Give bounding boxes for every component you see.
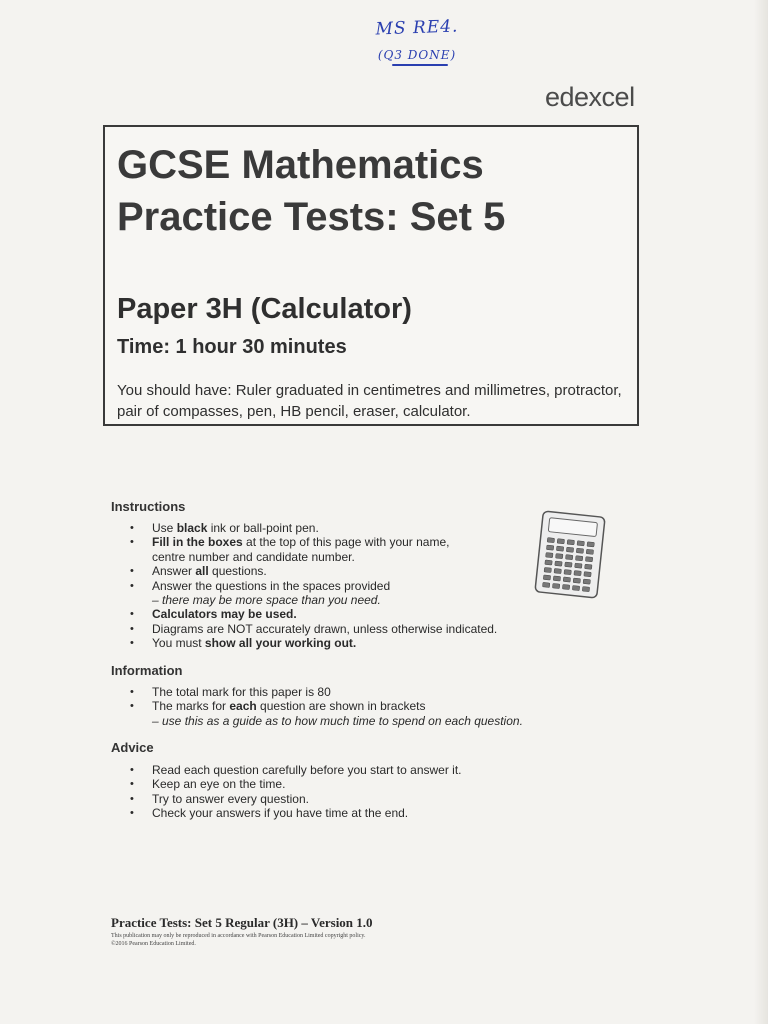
calculator-key [575,563,582,568]
paper-title: Paper 3H (Calculator) [117,293,412,325]
advice-item: • Keep an eye on the time. [130,777,462,791]
edexcel-logo: edexcel [545,82,635,112]
calculator-key [547,538,554,543]
advice-list [130,763,462,821]
calculator-key [572,585,579,590]
calculator-key [583,579,590,584]
instruction-item: • Diagrams are NOT accurately drawn, unless otherwise indicated. [130,622,497,636]
document-title [117,139,505,243]
calculator-key [584,572,591,577]
information-item: • The marks for each question are shown in brackets [130,699,523,713]
calculator-key [573,578,580,583]
calculator-key [546,552,553,557]
calculator-key [543,575,550,580]
instruction-item: • Calculators may be used. [130,607,497,621]
calculator-key [562,584,569,589]
title-line-2: Practice Tests: Set 5 [117,195,506,239]
copyright-notice: This publication may only be reproduced in accordance with Pearson Education Limited copyright policy. [111,933,366,939]
instruction-item: • You must show all your working out. [130,636,497,650]
instructions-heading: Instructions [111,499,186,514]
calculator-key [563,577,570,582]
calculator-key [554,568,561,573]
calculator-key [552,583,559,588]
calculator-key [575,556,582,561]
handwritten-annotation [362,18,472,66]
calculator-key [564,569,571,574]
advice-heading: Advice [111,740,154,755]
calculator-key [555,561,562,566]
time-allowed: Time: 1 hour 30 minutes [117,336,347,358]
calculator-key [546,545,553,550]
instruction-item: • Fill in the boxes at the top of this page with your name, [130,535,497,549]
calculator-key [574,571,581,576]
advice-item: • Check your answers if you have time at the end. [130,806,462,820]
calculator-key [567,540,574,545]
calculator-key [585,557,592,562]
footer-title: Practice Tests: Set 5 Regular (3H) – Version 1.0 [111,915,373,930]
handwritten-underline [392,64,448,66]
handwritten-line-1: MS RE4. [375,16,459,40]
calculator-key [565,555,572,560]
calculator-key [544,567,551,572]
calculator-key [586,549,593,554]
information-list [130,685,523,728]
instruction-item: • Answer the questions in the spaces provided [130,579,497,593]
information-item-continuation: – use this as a guide as to how much time to spend on each question. [152,713,523,728]
calculator-key [545,560,552,565]
equipment-requirements: You should have: Ruler graduated in centimetres and millimetres, protractor, pair of compasses, pen, HB pencil, eraser, calculator. [117,382,622,420]
information-heading: Information [111,663,183,678]
advice-item: • Read each question carefully before you start to answer it. [130,763,462,777]
information-item: • The total mark for this paper is 80 [130,685,523,699]
title-line-1: GCSE Mathematics [117,143,484,187]
instruction-item-continuation: centre number and candidate number. [152,549,355,564]
calculator-key [542,582,549,587]
title-box [103,125,639,426]
copyright-year: ©2016 Pearson Education Limited. [111,941,196,947]
calculator-key [556,546,563,551]
page-edge-shadow [754,0,768,1024]
calculator-icon [533,509,608,600]
instructions-list [130,521,497,651]
calculator-key [565,562,572,567]
calculator-key [566,547,573,552]
instruction-item: • Answer all questions. [130,564,497,578]
calculator-key [582,587,589,592]
calculator-key [557,539,564,544]
calculator-key [553,576,560,581]
advice-item: • Try to answer every question. [130,792,462,806]
calculator-key [576,548,583,553]
instruction-item-continuation: – there may be more space than you need. [152,593,381,608]
calculator-key [585,564,592,569]
calculator-key [587,542,594,547]
calculator-key [577,541,584,546]
instruction-item: • Use black ink or ball-point pen. [130,521,497,535]
calculator-key [556,554,563,559]
handwritten-line-2: (Q3 DONE) [377,48,457,62]
